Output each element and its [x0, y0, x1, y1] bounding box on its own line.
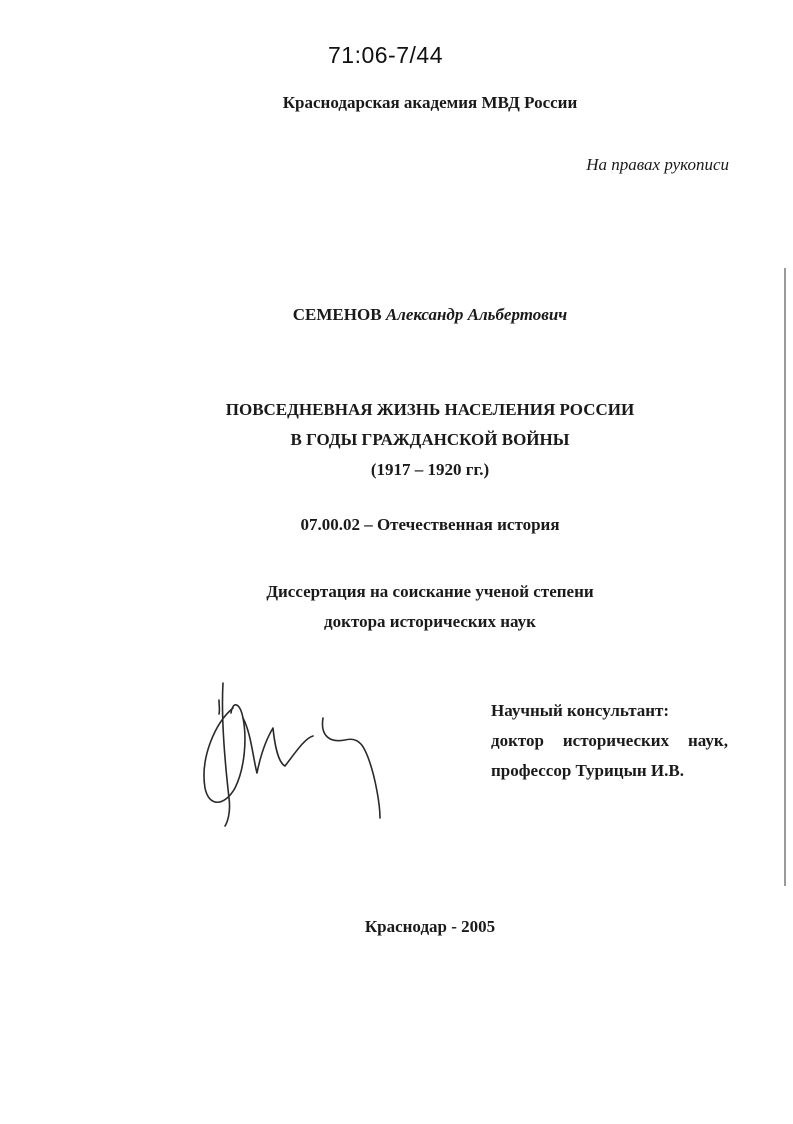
- consultant-degree: [491, 726, 728, 756]
- author-surname: СЕМЕНОВ: [292, 305, 382, 324]
- city-and-year: Краснодар - 2005: [364, 917, 496, 936]
- rights-notice: На правах рукописи: [586, 155, 729, 174]
- institution-name: Краснодарская академия МВД России: [282, 93, 578, 112]
- scientific-consultant: [491, 696, 728, 786]
- speciality-code: 07.00.02 – Отечественная история: [300, 515, 560, 534]
- archive-stamp: 71:06-7/44: [328, 42, 443, 68]
- consultant-degree-word-2: исторических: [562, 731, 670, 750]
- degree-line-2: доктора исторических наук: [324, 612, 536, 631]
- signature-drawing: [195, 678, 445, 828]
- consultant-degree-word-3: наук,: [688, 731, 728, 750]
- consultant-name: профессор Турицын И.В.: [491, 761, 684, 780]
- title-line-1: ПОВСЕДНЕВНАЯ ЖИЗНЬ НАСЕЛЕНИЯ РОССИИ: [225, 400, 635, 419]
- title-years: (1917 – 1920 гг.): [370, 460, 490, 479]
- consultant-degree-word-1: доктор: [491, 731, 544, 750]
- dissertation-title: [0, 395, 793, 485]
- author-given-names: Александр Альбертович: [385, 305, 568, 324]
- consultant-label: Научный консультант:: [491, 701, 670, 720]
- author-name: [0, 305, 793, 325]
- title-line-2: В ГОДЫ ГРАЖДАНСКОЙ ВОЙНЫ: [290, 430, 570, 449]
- degree-statement: [0, 577, 793, 637]
- degree-line-1: Диссертация на соискание ученой степени: [266, 582, 594, 601]
